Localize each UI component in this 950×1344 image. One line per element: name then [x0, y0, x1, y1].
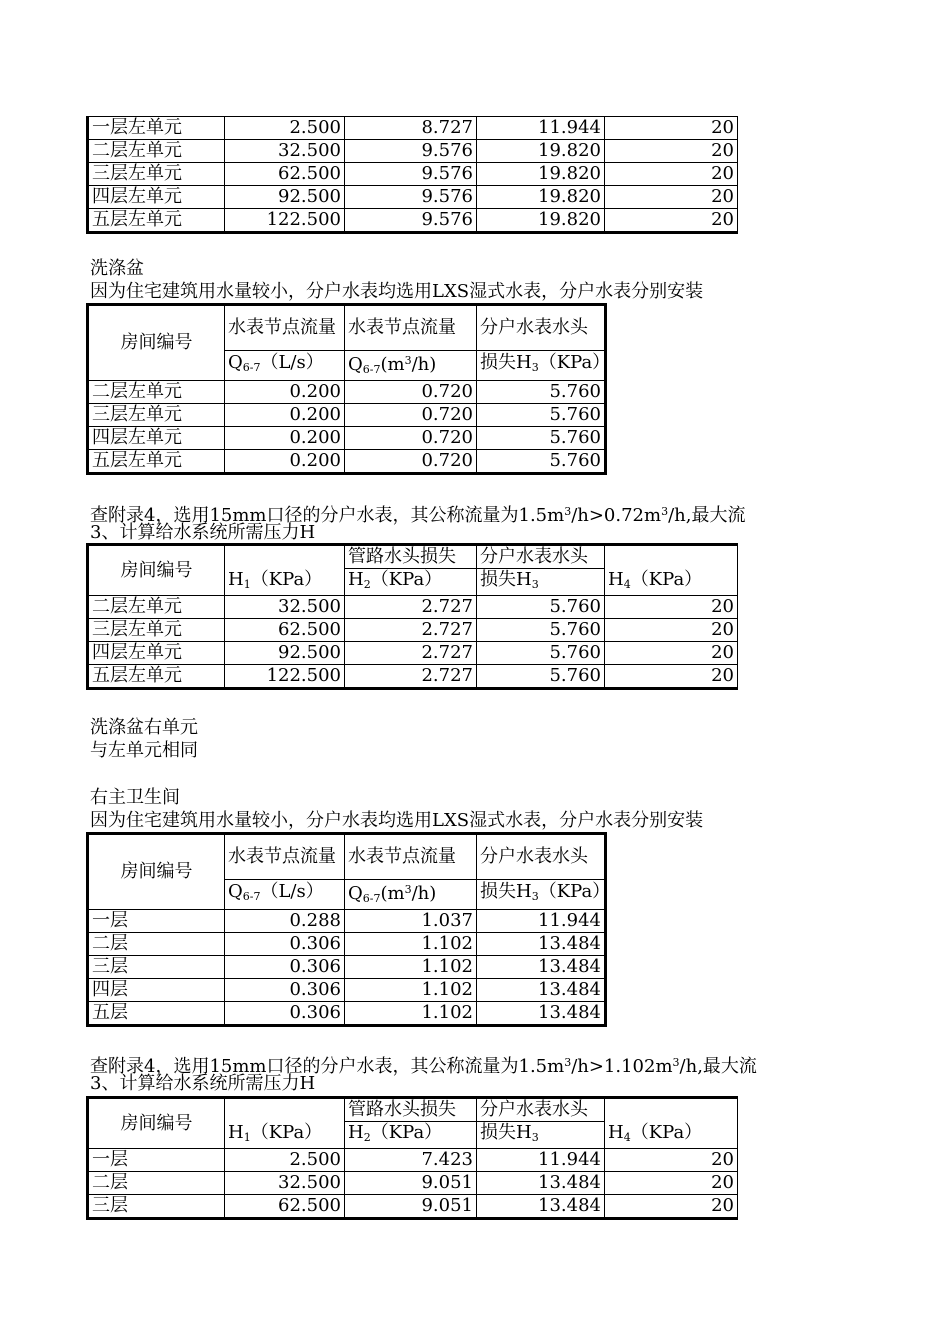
bath-calc-header-h1: $H_1(KPa)$ [225, 1098, 345, 1149]
value-cell: 8.727 [345, 117, 477, 140]
sink-meter-table [86, 303, 611, 475]
value-cell: 2.727 [345, 665, 477, 689]
note-clip-1 [86, 501, 746, 526]
section-title-right-bath: 右主卫生间 [90, 787, 180, 808]
section-title-sink-right: 洗涤盆右单元 [90, 717, 198, 738]
value-cell: 92.500 [225, 186, 345, 209]
table-row [88, 665, 738, 689]
table-row [88, 979, 606, 1002]
note-bath-meter: 查附录4，选用15mm口径的分户水表，其公称流量为$1.5m^3/h>1.102m^3/h$,最大流 [90, 1056, 757, 1077]
value-cell: 5.760 [477, 596, 605, 619]
table-row [88, 642, 738, 665]
table-row [88, 619, 738, 642]
bath-calc-header-meter: 分户水表水头 [477, 1098, 605, 1122]
value-cell: 5.760 [477, 381, 606, 404]
value-cell: 0.720 [345, 404, 477, 427]
value-cell: 13.484 [477, 1172, 605, 1195]
table-row [88, 450, 606, 474]
table-row [88, 933, 606, 956]
value-cell: 20 [605, 186, 738, 209]
bath-header-room: 房间编号 [88, 834, 225, 910]
header-meter-flow-ls: 水表节点流量 [225, 305, 345, 351]
note-clip-3 [86, 1052, 757, 1077]
value-cell: 2.727 [345, 642, 477, 665]
bath-header-h3: 损失$H_3(KPa)$ [477, 880, 606, 910]
bath-header-flow-ls: 水表节点流量 [225, 834, 345, 880]
bath-header-loss: 分户水表水头 [477, 834, 606, 880]
value-cell: 0.720 [345, 427, 477, 450]
room-cell: 一层 [88, 1149, 225, 1172]
value-cell: 5.760 [477, 619, 605, 642]
table-row [88, 1149, 738, 1172]
room-cell: 二层 [88, 933, 225, 956]
value-cell: 32.500 [225, 140, 345, 163]
value-cell: 20 [605, 209, 738, 233]
value-cell: 13.484 [477, 1195, 605, 1219]
value-cell: 11.944 [477, 117, 605, 140]
value-cell: 20 [605, 665, 738, 689]
value-cell: 0.200 [225, 404, 345, 427]
header-h3-loss: 损失$H_3(KPa)$ [477, 351, 606, 381]
value-cell: 20 [605, 642, 738, 665]
calc-title-bath: 3、计算给水系统所需压力H [90, 1073, 316, 1094]
value-cell: 2.500 [225, 117, 345, 140]
value-cell: 122.500 [225, 209, 345, 233]
bath-header-flow-m3h: 水表节点流量 [345, 834, 477, 880]
value-cell: 20 [605, 1172, 738, 1195]
value-cell: 19.820 [477, 209, 605, 233]
table-row [88, 427, 606, 450]
room-cell: 三层左单元 [88, 163, 225, 186]
value-cell: 122.500 [225, 665, 345, 689]
table-row [88, 1002, 606, 1026]
calc-header-room: 房间编号 [88, 545, 225, 596]
table-row [88, 956, 606, 979]
sink-pressure-table [86, 543, 738, 690]
bath-calc-header-h2: $H_2(KPa)$ [345, 1122, 477, 1149]
value-cell: 9.576 [345, 163, 477, 186]
table-row [88, 140, 738, 163]
value-cell: 62.500 [225, 163, 345, 186]
room-cell: 二层左单元 [88, 381, 225, 404]
value-cell: 62.500 [225, 1195, 345, 1219]
note-sink-meter: 查附录4，选用15mm口径的分户水表，其公称流量为$1.5m^3/h>0.72m^3/h$,最大流 [90, 505, 746, 526]
value-cell: 5.760 [477, 642, 605, 665]
value-cell: 1.102 [345, 933, 477, 956]
room-cell: 二层左单元 [88, 596, 225, 619]
table-row [88, 117, 738, 140]
value-cell: 0.200 [225, 381, 345, 404]
header-room-no: 房间编号 [88, 305, 225, 381]
value-cell: 20 [605, 117, 738, 140]
value-cell: 5.760 [477, 665, 605, 689]
value-cell: 2.727 [345, 619, 477, 642]
bath-header-q67-ls: $Q_{6-7}(L/s)$ [225, 880, 345, 910]
room-cell: 三层左单元 [88, 404, 225, 427]
room-cell: 一层 [88, 910, 225, 933]
calc-clip-1 [86, 543, 734, 693]
table-row [88, 404, 606, 427]
room-cell: 二层 [88, 1172, 225, 1195]
value-cell: 19.820 [477, 163, 605, 186]
room-cell: 四层左单元 [88, 186, 225, 209]
room-cell: 五层左单元 [88, 209, 225, 233]
value-cell: 9.576 [345, 140, 477, 163]
section-desc-sink: 因为住宅建筑用水量较小，分户水表均选用LXS湿式水表，分户水表分别安装 [90, 281, 704, 302]
value-cell: 20 [605, 1195, 738, 1219]
value-cell: 2.500 [225, 1149, 345, 1172]
table-row [88, 381, 606, 404]
value-cell: 20 [605, 619, 738, 642]
room-cell: 五层左单元 [88, 665, 225, 689]
value-cell: 62.500 [225, 619, 345, 642]
calc-header-h4: $H_4(KPa)$ [605, 545, 738, 596]
calc-header-h3: 损失$H_3$ [477, 569, 605, 596]
room-cell: 五层左单元 [88, 450, 225, 474]
section-title-sink: 洗涤盆 [90, 258, 144, 279]
value-cell: 92.500 [225, 642, 345, 665]
room-cell: 三层 [88, 956, 225, 979]
bath-meter-table [86, 832, 611, 1027]
calc-header-pipe-loss: 管路水头损失 [345, 545, 477, 569]
room-cell: 四层 [88, 979, 225, 1002]
value-cell: 32.500 [225, 596, 345, 619]
desc-clip-1 [86, 281, 722, 303]
table-row [88, 186, 738, 209]
bath-calc-header-h3: 损失$H_3$ [477, 1122, 605, 1149]
value-cell: 9.051 [345, 1172, 477, 1195]
bath-header-q67-m3h: $Q_{6-7}(m^3/h)$ [345, 880, 477, 910]
value-cell: 0.288 [225, 910, 345, 933]
room-cell: 四层左单元 [88, 642, 225, 665]
value-cell: 0.200 [225, 427, 345, 450]
value-cell: 0.306 [225, 956, 345, 979]
header-meter-loss: 分户水表水头 [477, 305, 606, 351]
value-cell: 1.102 [345, 979, 477, 1002]
section-desc-right-bath: 因为住宅建筑用水量较小，分户水表均选用LXS湿式水表，分户水表分别安装 [90, 810, 704, 831]
header-meter-flow-m3h: 水表节点流量 [345, 305, 477, 351]
table-row [88, 209, 738, 233]
value-cell: 9.576 [345, 186, 477, 209]
value-cell: 20 [605, 596, 738, 619]
value-cell: 32.500 [225, 1172, 345, 1195]
value-cell: 1.102 [345, 1002, 477, 1026]
value-cell: 20 [605, 163, 738, 186]
value-cell: 1.102 [345, 956, 477, 979]
value-cell: 0.306 [225, 933, 345, 956]
table-row [88, 1195, 738, 1219]
room-cell: 四层左单元 [88, 427, 225, 450]
value-cell: 7.423 [345, 1149, 477, 1172]
value-cell: 13.484 [477, 956, 606, 979]
room-cell: 五层 [88, 1002, 225, 1026]
value-cell: 20 [605, 1149, 738, 1172]
value-cell: 0.200 [225, 450, 345, 474]
value-cell: 9.576 [345, 209, 477, 233]
value-cell: 0.306 [225, 1002, 345, 1026]
bath-calc-header-pipe: 管路水头损失 [345, 1098, 477, 1122]
calc-title-sink: 3、计算给水系统所需压力H [90, 522, 316, 543]
bath-calc-header-h4: $H_4(KPa)$ [605, 1098, 738, 1149]
top-table-clip [86, 116, 734, 236]
value-cell: 11.944 [477, 1149, 605, 1172]
room-cell: 一层左单元 [88, 117, 225, 140]
value-cell: 9.051 [345, 1195, 477, 1219]
value-cell: 1.037 [345, 910, 477, 933]
desc-clip-3 [86, 810, 722, 832]
value-cell: 13.484 [477, 933, 606, 956]
value-cell: 19.820 [477, 186, 605, 209]
table-row [88, 163, 738, 186]
calc-header-h2: $H_2(KPa)$ [345, 569, 477, 596]
room-cell: 三层左单元 [88, 619, 225, 642]
calc-header-meter-loss: 分户水表水头 [477, 545, 605, 569]
value-cell: 5.760 [477, 404, 606, 427]
value-cell: 0.720 [345, 450, 477, 474]
value-cell: 0.306 [225, 979, 345, 1002]
value-cell: 5.760 [477, 450, 606, 474]
value-cell: 5.760 [477, 427, 606, 450]
room-cell: 三层 [88, 1195, 225, 1219]
header-q67-ls: $Q_{6-7}(L/s)$ [225, 351, 345, 381]
room-cell: 二层左单元 [88, 140, 225, 163]
value-cell: 2.727 [345, 596, 477, 619]
calc-clip-3 [86, 1096, 734, 1222]
value-cell: 13.484 [477, 979, 606, 1002]
table-row [88, 1172, 738, 1195]
value-cell: 13.484 [477, 1002, 606, 1026]
calc-header-h1: $H_1(KPa)$ [225, 545, 345, 596]
value-cell: 11.944 [477, 910, 606, 933]
header-q67-m3h: $Q_{6-7}(m^3/h)$ [345, 351, 477, 381]
table-row [88, 910, 606, 933]
section-desc-sink-right: 与左单元相同 [90, 740, 198, 761]
value-cell: 0.720 [345, 381, 477, 404]
table-row [88, 596, 738, 619]
value-cell: 20 [605, 140, 738, 163]
bath-pressure-table [86, 1096, 738, 1220]
value-cell: 19.820 [477, 140, 605, 163]
top-results-table [86, 116, 738, 234]
bath-calc-header-room: 房间编号 [88, 1098, 225, 1149]
